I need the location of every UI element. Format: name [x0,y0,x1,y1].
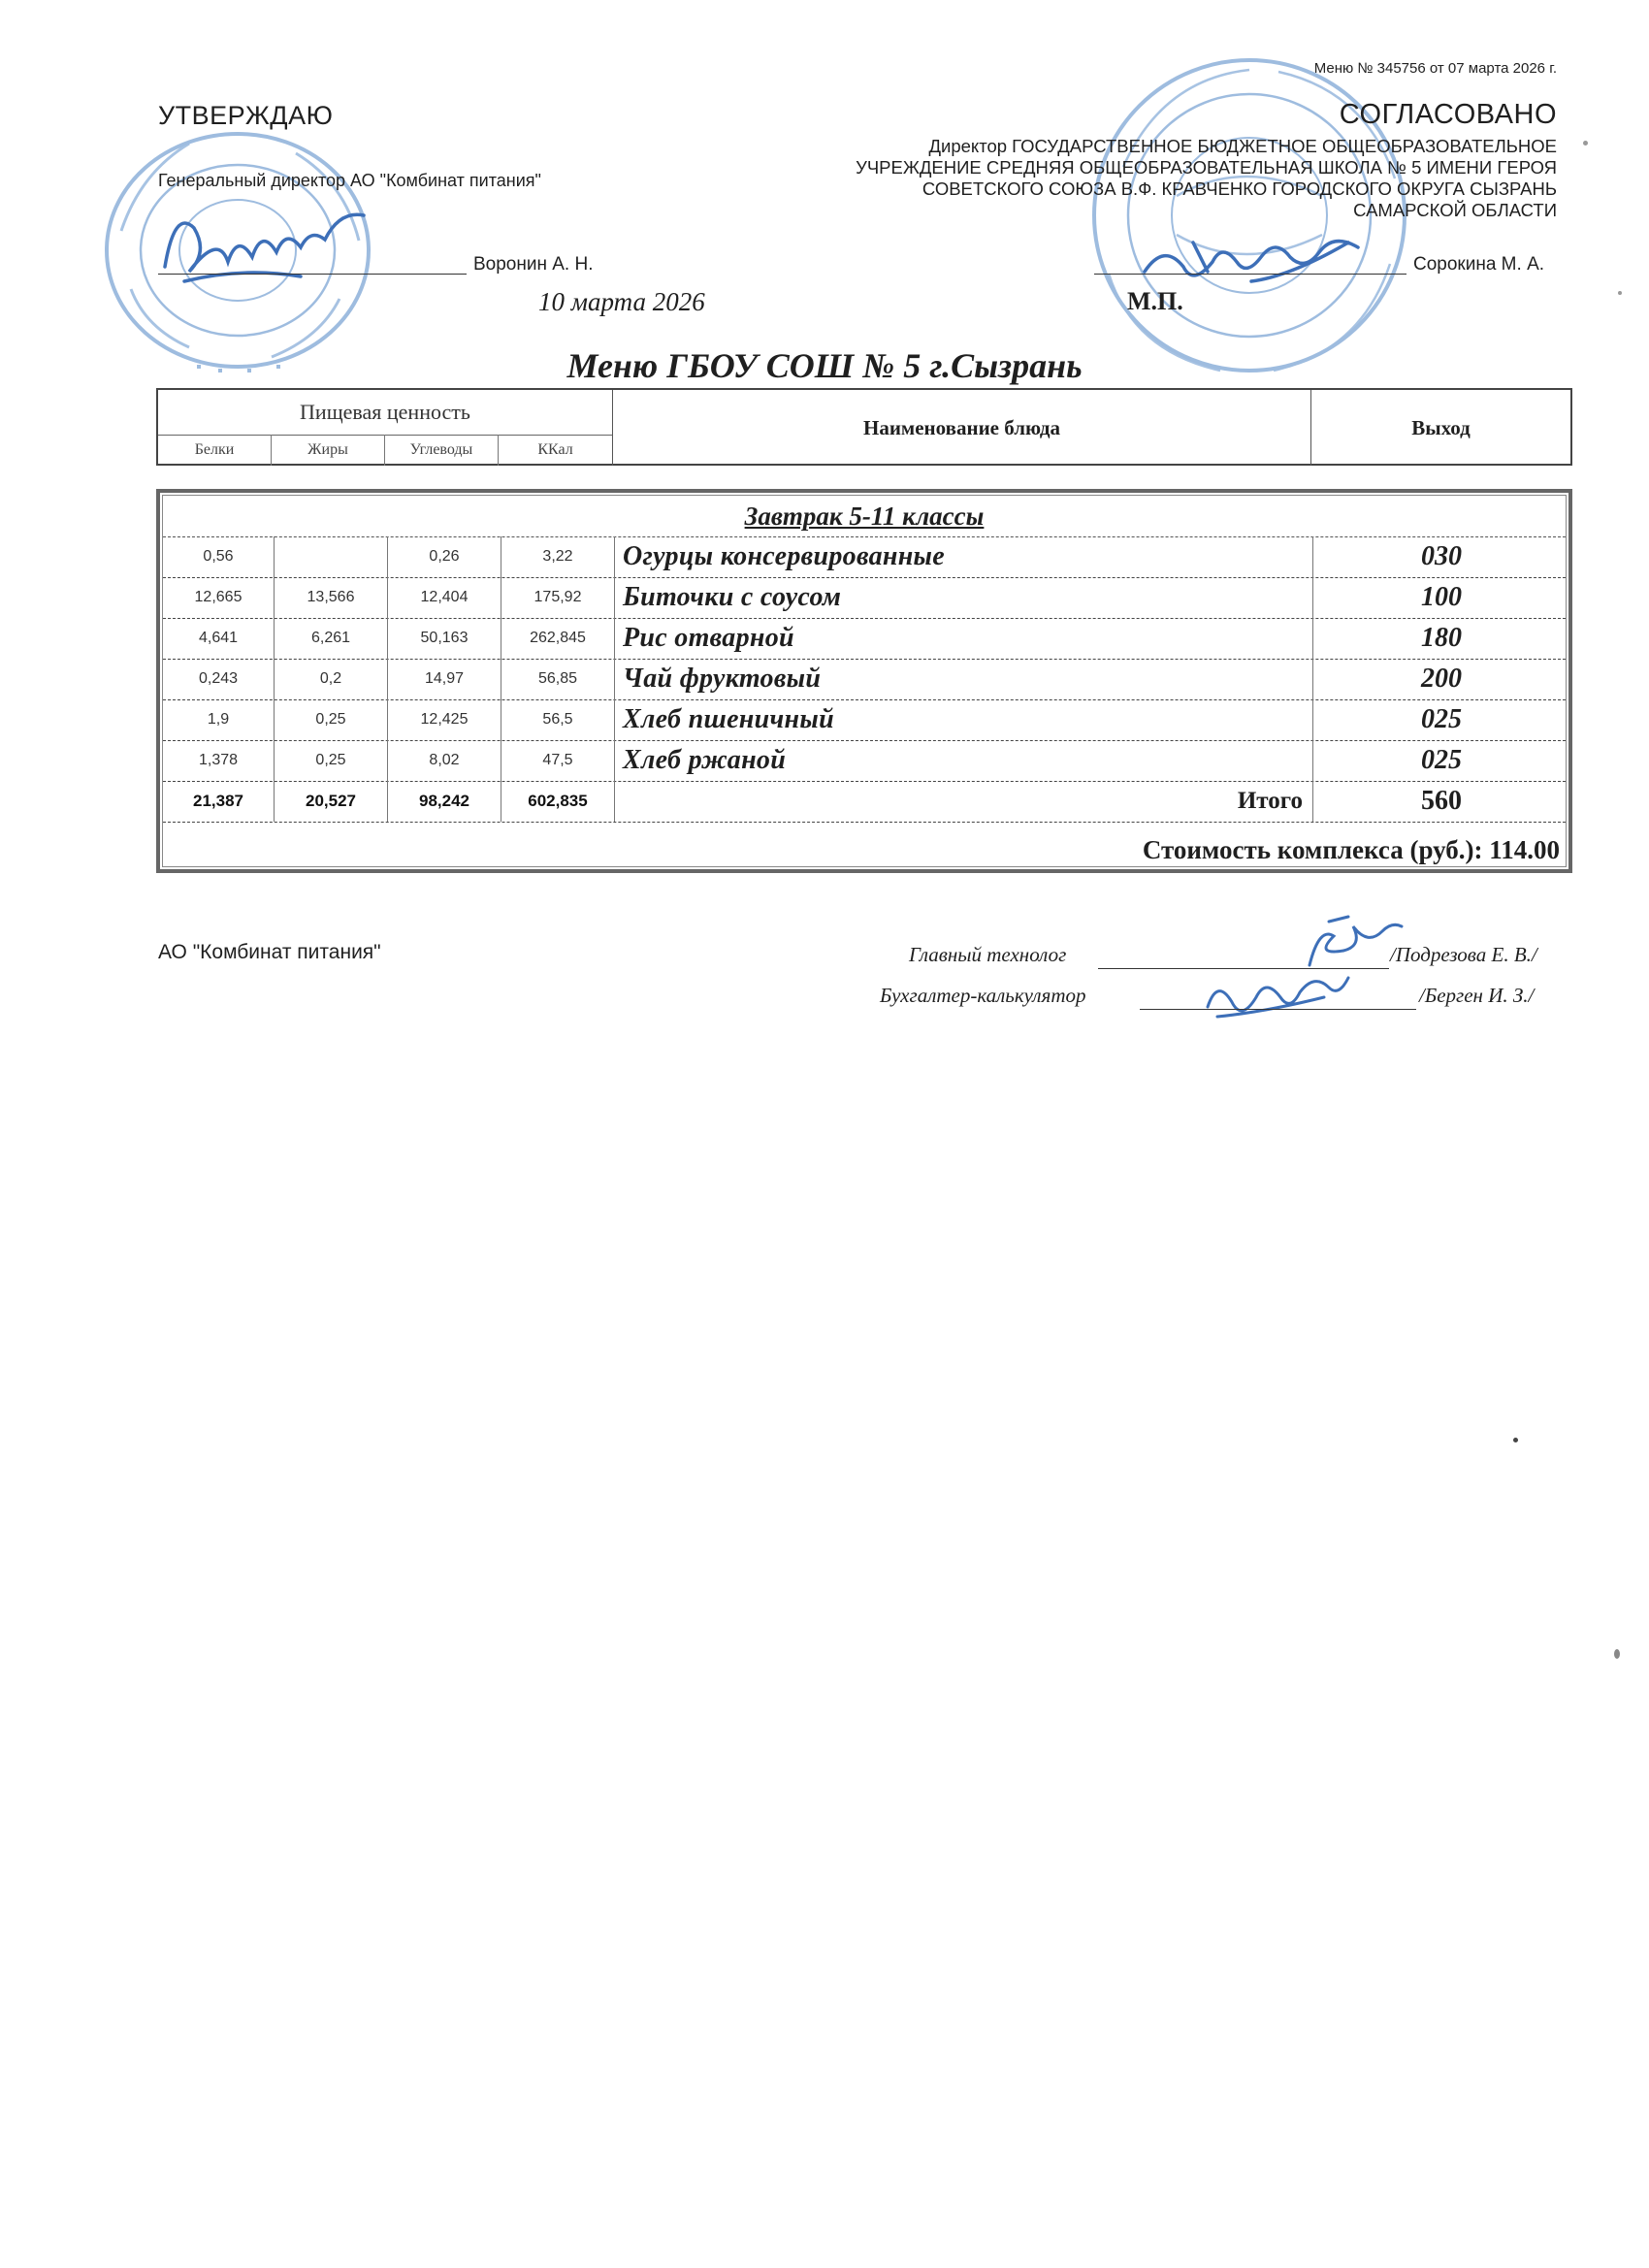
document-title: Меню ГБОУ СОШ № 5 г.Сызрань [566,346,1083,385]
proteins-header: Белки [158,435,272,466]
menu-table-inner [162,495,1567,867]
director-signature [155,199,417,306]
menu-table [156,489,1572,873]
scan-speck [1618,291,1622,295]
fats-cell: 0,2 [275,659,388,699]
total-carbs: 98,242 [388,781,501,822]
accountant-position: Бухгалтер-калькулятор [880,984,1086,1007]
dish-yield: 200 [1421,664,1462,694]
total-proteins: 21,387 [163,781,275,822]
kcal-cell: 262,845 [501,618,615,659]
meal-section-title: Завтрак 5-11 классы [163,496,1566,537]
kcal-cell: 175,92 [501,577,615,618]
approve-signature-line [158,274,467,275]
total-label: Итого [615,781,1313,822]
scan-speck [1583,141,1588,146]
dish-yield: 025 [1421,704,1462,734]
technologist-name: /Подрезова Е. В./ [1390,943,1537,966]
dish-name: Огурцы консервированные [615,536,1313,577]
agree-position-line: УЧРЕЖДЕНИЕ СРЕДНЯЯ ОБЩЕОБРАЗОВАТЕЛЬНАЯ ШКОЛА № 5 ИМЕНИ ГЕРОЯ [856,157,1557,178]
proteins-cell: 0,56 [163,536,275,577]
menu-row [163,659,1566,700]
carbs-cell: 0,26 [388,536,501,577]
footer-organization: АО "Комбинат питания" [158,941,381,963]
fats-cell: 0,25 [275,740,388,781]
accountant-signature-line [1140,1009,1416,1010]
proteins-cell: 0,243 [163,659,275,699]
kcal-cell: 56,5 [501,699,615,740]
yield-header: Выход [1411,416,1471,439]
dish-name: Биточки с соусом [615,577,1313,618]
agree-heading: СОГЛАСОВАНО [1339,99,1557,130]
accountant-name: /Берген И. З./ [1419,984,1535,1007]
kcal-header: ККал [537,441,573,458]
dish-name: Рис отварной [615,618,1313,659]
scan-speck [1513,1438,1518,1442]
seal-place: М.П. [1127,287,1183,315]
total-yield: 560 [1421,786,1462,816]
fats-cell [275,536,388,577]
menu-row [163,699,1566,741]
scan-speck [1614,1649,1620,1659]
carbs-cell: 14,97 [388,659,501,699]
menu-row [163,740,1566,782]
dish-yield: 180 [1421,623,1462,653]
proteins-cell: 1,9 [163,699,275,740]
accountant-signature [1198,968,1353,1026]
menu-row [163,577,1566,619]
dish-name: Хлеб пшеничный [615,699,1313,740]
kcal-cell: 56,85 [501,659,615,699]
fats-cell: 6,261 [275,618,388,659]
fats-header: Жиры [272,435,385,466]
menu-row [163,618,1566,660]
approve-position: Генеральный директор АО "Комбинат питания" [158,171,541,190]
proteins-cell: 12,665 [163,577,275,618]
kcal-cell: 47,5 [501,740,615,781]
agree-name: Сорокина М. А. [1413,254,1545,275]
dish-header: Наименование блюда [613,390,1311,466]
total-row [163,781,1566,823]
dish-yield: 025 [1421,745,1462,775]
menu-number: Меню № 345756 от 07 марта 2026 г. [1313,60,1557,77]
nutrition-title: Пищевая ценность [158,390,612,436]
dish-yield: 100 [1421,582,1462,612]
agree-position-line: Директор ГОСУДАРСТВЕННОЕ БЮДЖЕТНОЕ ОБЩЕОБРАЗОВАТЕЛЬНОЕ [928,136,1557,156]
dish-yield: 030 [1421,541,1462,571]
carbs-cell: 12,404 [388,577,501,618]
proteins-cell: 4,641 [163,618,275,659]
total-fats: 20,527 [275,781,388,822]
proteins-cell: 1,378 [163,740,275,781]
technologist-signature-line [1098,968,1389,969]
approve-heading: УТВЕРЖДАЮ [158,101,334,130]
approve-date: 10 марта 2026 [538,287,705,316]
dish-name: Чай фруктовый [615,659,1313,699]
agree-position [761,136,1557,221]
nutrition-header [158,390,613,466]
carbs-cell: 8,02 [388,740,501,781]
total-kcal: 602,835 [501,781,615,822]
approve-name: Воронин А. Н. [473,254,594,275]
agree-signature-line [1094,274,1406,275]
agree-position-line: САМАРСКОЙ ОБЛАСТИ [1353,200,1557,220]
fats-cell: 0,25 [275,699,388,740]
kcal-cell: 3,22 [501,536,615,577]
complex-cost: Стоимость комплекса (руб.): 114.00 [1142,835,1560,864]
carbs-header: Углеводы [385,435,499,466]
technologist-position: Главный технолог [909,943,1067,966]
fats-cell: 13,566 [275,577,388,618]
menu-row [163,536,1566,578]
carbs-cell: 12,425 [388,699,501,740]
column-header-table [156,388,1572,466]
agree-position-line: СОВЕТСКОГО СОЮЗА В.Ф. КРАВЧЕНКО ГОРОДСКОГО ОКРУГА СЫЗРАНЬ [922,178,1557,199]
carbs-cell: 50,163 [388,618,501,659]
dish-name: Хлеб ржаной [615,740,1313,781]
